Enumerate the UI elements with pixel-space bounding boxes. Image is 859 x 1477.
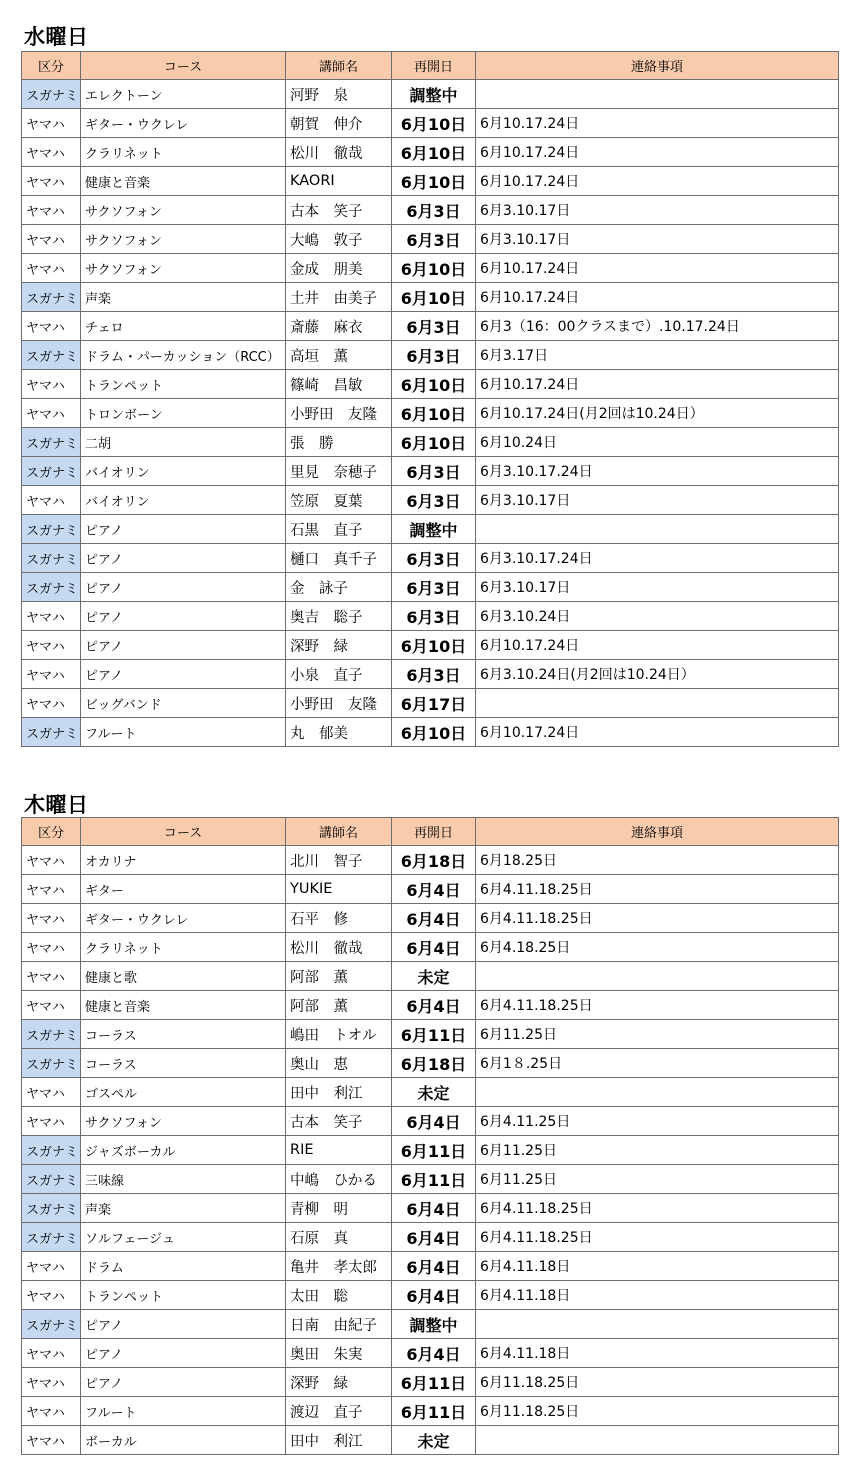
course-cell: チェロ — [81, 312, 286, 341]
teacher-cell: 金成 朋美 — [286, 254, 392, 283]
table-row — [22, 1310, 839, 1339]
table-row — [22, 1107, 839, 1136]
table-row — [22, 399, 839, 428]
table-row — [22, 904, 839, 933]
header-category: 区分 — [22, 52, 81, 80]
teacher-cell: 大嶋 敦子 — [286, 225, 392, 254]
notes-cell: 6月3.10.24日(月2回は10.24日） — [476, 660, 839, 689]
teacher-cell: 深野 緑 — [286, 1368, 392, 1397]
resume-date-cell: 6月4日 — [392, 875, 476, 904]
category-cell: ヤマハ — [22, 370, 81, 399]
category-cell: ヤマハ — [22, 933, 81, 962]
resume-date-cell: 6月10日 — [392, 370, 476, 399]
teacher-cell: 樋口 真千子 — [286, 544, 392, 573]
resume-date-cell: 6月4日 — [392, 1281, 476, 1310]
resume-date-cell: 6月10日 — [392, 283, 476, 312]
course-cell: ドラム・パーカッション（RCC） — [81, 341, 286, 370]
table-row — [22, 1165, 839, 1194]
table-row — [22, 660, 839, 689]
resume-date-cell: 6月3日 — [392, 486, 476, 515]
resume-date-cell: 6月3日 — [392, 573, 476, 602]
teacher-cell: 篠崎 昌敏 — [286, 370, 392, 399]
resume-date-cell: 6月4日 — [392, 1339, 476, 1368]
category-cell: ヤマハ — [22, 660, 81, 689]
course-cell: ピアノ — [81, 573, 286, 602]
notes-cell: 6月4.18.25日 — [476, 933, 839, 962]
resume-date-cell: 6月3日 — [392, 312, 476, 341]
table-row — [22, 846, 839, 875]
notes-cell: 6月11.18.25日 — [476, 1368, 839, 1397]
notes-cell: 6月18.25日 — [476, 846, 839, 875]
table-row — [22, 1368, 839, 1397]
notes-cell: 6月4.11.18.25日 — [476, 991, 839, 1020]
notes-cell: 6月1８.25日 — [476, 1049, 839, 1078]
notes-cell: 6月4.11.18.25日 — [476, 904, 839, 933]
teacher-cell: 小泉 直子 — [286, 660, 392, 689]
table-row — [22, 428, 839, 457]
resume-date-cell: 6月10日 — [392, 167, 476, 196]
teacher-cell: 北川 智子 — [286, 846, 392, 875]
resume-date-cell: 6月3日 — [392, 457, 476, 486]
category-cell: スガナミ — [22, 1310, 81, 1339]
category-cell: スガナミ — [22, 1049, 81, 1078]
category-cell: スガナミ — [22, 1194, 81, 1223]
teacher-cell: 太田 聡 — [286, 1281, 392, 1310]
notes-cell — [476, 962, 839, 991]
course-cell: バイオリン — [81, 486, 286, 515]
table-row — [22, 1426, 839, 1455]
course-cell: 健康と音楽 — [81, 991, 286, 1020]
teacher-cell: 中嶋 ひかる — [286, 1165, 392, 1194]
teacher-cell: KAORI — [286, 167, 392, 196]
resume-date-cell: 6月3日 — [392, 341, 476, 370]
notes-cell — [476, 1310, 839, 1339]
course-cell: ソルフェージュ — [81, 1223, 286, 1252]
table-row — [22, 631, 839, 660]
teacher-cell: 亀井 孝太郎 — [286, 1252, 392, 1281]
resume-date-cell: 6月3日 — [392, 196, 476, 225]
notes-cell — [476, 515, 839, 544]
teacher-cell: 石黒 直子 — [286, 515, 392, 544]
table-row — [22, 1049, 839, 1078]
table-row — [22, 991, 839, 1020]
resume-date-cell: 6月11日 — [392, 1136, 476, 1165]
course-cell: エレクトーン — [81, 80, 286, 109]
category-cell: スガナミ — [22, 515, 81, 544]
notes-cell: 6月4.11.18日 — [476, 1252, 839, 1281]
resume-date-cell: 6月11日 — [392, 1368, 476, 1397]
course-cell: ゴスペル — [81, 1078, 286, 1107]
notes-cell: 6月3.10.17日 — [476, 486, 839, 515]
resume-date-cell: 6月11日 — [392, 1165, 476, 1194]
teacher-cell: 笠原 夏葉 — [286, 486, 392, 515]
category-cell: ヤマハ — [22, 962, 81, 991]
table-row — [22, 1194, 839, 1223]
teacher-cell: 奥山 恵 — [286, 1049, 392, 1078]
teacher-cell: 石平 修 — [286, 904, 392, 933]
header-teacher: 講師名 — [286, 818, 392, 846]
notes-cell: 6月10.17.24日 — [476, 283, 839, 312]
notes-cell: 6月4.11.18.25日 — [476, 875, 839, 904]
teacher-cell: 阿部 薫 — [286, 962, 392, 991]
resume-date-cell: 6月10日 — [392, 718, 476, 747]
category-cell: ヤマハ — [22, 991, 81, 1020]
resume-date-cell: 未定 — [392, 962, 476, 991]
header-teacher: 講師名 — [286, 52, 392, 80]
table-row — [22, 312, 839, 341]
category-cell: ヤマハ — [22, 1078, 81, 1107]
teacher-cell: YUKIE — [286, 875, 392, 904]
category-cell: ヤマハ — [22, 602, 81, 631]
category-cell: スガナミ — [22, 544, 81, 573]
teacher-cell: 嶋田 トオル — [286, 1020, 392, 1049]
course-cell: トランペット — [81, 370, 286, 399]
teacher-cell: 小野田 友隆 — [286, 689, 392, 718]
notes-cell: 6月10.17.24日 — [476, 718, 839, 747]
category-cell: ヤマハ — [22, 225, 81, 254]
table-row — [22, 1136, 839, 1165]
resume-date-cell: 6月4日 — [392, 933, 476, 962]
category-cell: スガナミ — [22, 341, 81, 370]
notes-cell: 6月11.25日 — [476, 1165, 839, 1194]
teacher-cell: 古本 笑子 — [286, 1107, 392, 1136]
course-cell: ピアノ — [81, 631, 286, 660]
notes-cell: 6月4.11.25日 — [476, 1107, 839, 1136]
table-row — [22, 1252, 839, 1281]
notes-cell: 6月11.18.25日 — [476, 1397, 839, 1426]
table-row — [22, 370, 839, 399]
category-cell: ヤマハ — [22, 138, 81, 167]
table-row — [22, 933, 839, 962]
category-cell: スガナミ — [22, 1136, 81, 1165]
course-cell: ビッグバンド — [81, 689, 286, 718]
course-cell: オカリナ — [81, 846, 286, 875]
resume-date-cell: 6月3日 — [392, 225, 476, 254]
category-cell: ヤマハ — [22, 1252, 81, 1281]
resume-date-cell: 6月10日 — [392, 428, 476, 457]
header-resume-date: 再開日 — [392, 52, 476, 80]
teacher-cell: 斎藤 麻衣 — [286, 312, 392, 341]
course-cell: 三味線 — [81, 1165, 286, 1194]
resume-date-cell: 6月11日 — [392, 1020, 476, 1049]
resume-date-cell: 6月3日 — [392, 544, 476, 573]
resume-date-cell: 6月10日 — [392, 399, 476, 428]
category-cell: ヤマハ — [22, 631, 81, 660]
table-row — [22, 167, 839, 196]
teacher-cell: 金 詠子 — [286, 573, 392, 602]
table-row — [22, 962, 839, 991]
course-cell: クラリネット — [81, 933, 286, 962]
category-cell: ヤマハ — [22, 312, 81, 341]
notes-cell: 6月3.10.17.24日 — [476, 457, 839, 486]
notes-cell — [476, 1078, 839, 1107]
teacher-cell: 石原 真 — [286, 1223, 392, 1252]
header-resume-date: 再開日 — [392, 818, 476, 846]
course-cell: コーラス — [81, 1020, 286, 1049]
course-cell: フルート — [81, 718, 286, 747]
notes-cell: 6月3.10.17日 — [476, 573, 839, 602]
notes-cell: 6月4.11.18.25日 — [476, 1194, 839, 1223]
table-row — [22, 718, 839, 747]
table-row — [22, 1078, 839, 1107]
thursday-schedule-table — [21, 817, 839, 1455]
teacher-cell: 奥田 朱実 — [286, 1339, 392, 1368]
notes-cell: 6月11.25日 — [476, 1136, 839, 1165]
resume-date-cell: 6月10日 — [392, 631, 476, 660]
course-cell: ピアノ — [81, 515, 286, 544]
category-cell: ヤマハ — [22, 904, 81, 933]
resume-date-cell: 6月10日 — [392, 138, 476, 167]
table-row — [22, 1397, 839, 1426]
table-row — [22, 544, 839, 573]
notes-cell — [476, 1426, 839, 1455]
course-cell: サクソフォン — [81, 254, 286, 283]
teacher-cell: 小野田 友隆 — [286, 399, 392, 428]
teacher-cell: 渡辺 直子 — [286, 1397, 392, 1426]
teacher-cell: 深野 緑 — [286, 631, 392, 660]
category-cell: スガナミ — [22, 1223, 81, 1252]
resume-date-cell: 6月10日 — [392, 254, 476, 283]
table-row — [22, 457, 839, 486]
header-course: コース — [81, 818, 286, 846]
notes-cell: 6月3.10.17日 — [476, 196, 839, 225]
course-cell: 二胡 — [81, 428, 286, 457]
category-cell: ヤマハ — [22, 846, 81, 875]
notes-cell: 6月3（16：00クラスまで）.10.17.24日 — [476, 312, 839, 341]
resume-date-cell: 調整中 — [392, 1310, 476, 1339]
teacher-cell: 里見 奈穂子 — [286, 457, 392, 486]
teacher-cell: 高垣 薫 — [286, 341, 392, 370]
course-cell: トロンボーン — [81, 399, 286, 428]
resume-date-cell: 6月10日 — [392, 109, 476, 138]
header-notes: 連絡事項 — [476, 52, 839, 80]
teacher-cell: 丸 郁美 — [286, 718, 392, 747]
course-cell: ギター・ウクレレ — [81, 109, 286, 138]
category-cell: ヤマハ — [22, 399, 81, 428]
resume-date-cell: 6月4日 — [392, 991, 476, 1020]
table-row — [22, 515, 839, 544]
table-row — [22, 875, 839, 904]
teacher-cell: 阿部 薫 — [286, 991, 392, 1020]
course-cell: バイオリン — [81, 457, 286, 486]
wednesday-title: 水曜日 — [24, 25, 89, 49]
notes-cell — [476, 689, 839, 718]
resume-date-cell: 6月4日 — [392, 1252, 476, 1281]
category-cell: ヤマハ — [22, 167, 81, 196]
table-row — [22, 1020, 839, 1049]
teacher-cell: 奥吉 聡子 — [286, 602, 392, 631]
course-cell: サクソフォン — [81, 225, 286, 254]
resume-date-cell: 6月18日 — [392, 846, 476, 875]
notes-cell: 6月3.10.17.24日 — [476, 544, 839, 573]
category-cell: ヤマハ — [22, 689, 81, 718]
notes-cell: 6月10.17.24日 — [476, 167, 839, 196]
teacher-cell: 日南 由紀子 — [286, 1310, 392, 1339]
course-cell: クラリネット — [81, 138, 286, 167]
resume-date-cell: 未定 — [392, 1426, 476, 1455]
course-cell: トランペット — [81, 1281, 286, 1310]
resume-date-cell: 6月3日 — [392, 602, 476, 631]
table-row — [22, 1223, 839, 1252]
notes-cell: 6月3.17日 — [476, 341, 839, 370]
table-row — [22, 225, 839, 254]
notes-cell: 6月10.17.24日 — [476, 631, 839, 660]
teacher-cell: 青柳 明 — [286, 1194, 392, 1223]
table-row — [22, 196, 839, 225]
course-cell: ギター — [81, 875, 286, 904]
category-cell: ヤマハ — [22, 1107, 81, 1136]
notes-cell: 6月4.11.18日 — [476, 1281, 839, 1310]
notes-cell: 6月10.24日 — [476, 428, 839, 457]
resume-date-cell: 6月4日 — [392, 904, 476, 933]
notes-cell: 6月10.17.24日(月2回は10.24日） — [476, 399, 839, 428]
course-cell: コーラス — [81, 1049, 286, 1078]
course-cell: ピアノ — [81, 1368, 286, 1397]
table-row — [22, 1281, 839, 1310]
category-cell: ヤマハ — [22, 875, 81, 904]
teacher-cell: 松川 徹哉 — [286, 138, 392, 167]
course-cell: ピアノ — [81, 544, 286, 573]
header-category: 区分 — [22, 818, 81, 846]
category-cell: スガナミ — [22, 80, 81, 109]
table-row — [22, 573, 839, 602]
resume-date-cell: 調整中 — [392, 80, 476, 109]
category-cell: ヤマハ — [22, 486, 81, 515]
category-cell: スガナミ — [22, 718, 81, 747]
header-notes: 連絡事項 — [476, 818, 839, 846]
notes-cell: 6月3.10.17日 — [476, 225, 839, 254]
resume-date-cell: 未定 — [392, 1078, 476, 1107]
resume-date-cell: 6月4日 — [392, 1107, 476, 1136]
category-cell: ヤマハ — [22, 1281, 81, 1310]
notes-cell — [476, 80, 839, 109]
resume-date-cell: 調整中 — [392, 515, 476, 544]
table-row — [22, 254, 839, 283]
category-cell: ヤマハ — [22, 1368, 81, 1397]
table-header-row — [22, 818, 839, 846]
teacher-cell: 河野 泉 — [286, 80, 392, 109]
category-cell: ヤマハ — [22, 1339, 81, 1368]
teacher-cell: 古本 笑子 — [286, 196, 392, 225]
table-row — [22, 689, 839, 718]
teacher-cell: 張 勝 — [286, 428, 392, 457]
table-header-row — [22, 52, 839, 80]
course-cell: ピアノ — [81, 660, 286, 689]
header-course: コース — [81, 52, 286, 80]
course-cell: 健康と音楽 — [81, 167, 286, 196]
notes-cell: 6月10.17.24日 — [476, 370, 839, 399]
resume-date-cell: 6月11日 — [392, 1397, 476, 1426]
notes-cell: 6月3.10.24日 — [476, 602, 839, 631]
table-row — [22, 341, 839, 370]
course-cell: ピアノ — [81, 1339, 286, 1368]
course-cell: ジャズボーカル — [81, 1136, 286, 1165]
course-cell: ギター・ウクレレ — [81, 904, 286, 933]
table-row — [22, 109, 839, 138]
category-cell: スガナミ — [22, 428, 81, 457]
notes-cell: 6月11.25日 — [476, 1020, 839, 1049]
category-cell: ヤマハ — [22, 196, 81, 225]
notes-cell: 6月10.17.24日 — [476, 254, 839, 283]
teacher-cell: 田中 利江 — [286, 1078, 392, 1107]
course-cell: サクソフォン — [81, 196, 286, 225]
category-cell: スガナミ — [22, 573, 81, 602]
resume-date-cell: 6月17日 — [392, 689, 476, 718]
course-cell: ピアノ — [81, 1310, 286, 1339]
category-cell: ヤマハ — [22, 1397, 81, 1426]
teacher-cell: 松川 徹哉 — [286, 933, 392, 962]
category-cell: ヤマハ — [22, 254, 81, 283]
category-cell: ヤマハ — [22, 109, 81, 138]
category-cell: スガナミ — [22, 283, 81, 312]
thursday-title: 木曜日 — [24, 793, 89, 817]
course-cell: フルート — [81, 1397, 286, 1426]
category-cell: スガナミ — [22, 457, 81, 486]
resume-date-cell: 6月18日 — [392, 1049, 476, 1078]
notes-cell: 6月10.17.24日 — [476, 109, 839, 138]
teacher-cell: RIE — [286, 1136, 392, 1165]
notes-cell: 6月4.11.18日 — [476, 1339, 839, 1368]
course-cell: サクソフォン — [81, 1107, 286, 1136]
resume-date-cell: 6月4日 — [392, 1223, 476, 1252]
table-row — [22, 602, 839, 631]
table-row — [22, 1339, 839, 1368]
resume-date-cell: 6月4日 — [392, 1194, 476, 1223]
course-cell: 健康と歌 — [81, 962, 286, 991]
category-cell: スガナミ — [22, 1165, 81, 1194]
teacher-cell: 朝賀 伸介 — [286, 109, 392, 138]
category-cell: スガナミ — [22, 1020, 81, 1049]
category-cell: ヤマハ — [22, 1426, 81, 1455]
resume-date-cell: 6月3日 — [392, 660, 476, 689]
teacher-cell: 田中 利江 — [286, 1426, 392, 1455]
teacher-cell: 土井 由美子 — [286, 283, 392, 312]
table-row — [22, 283, 839, 312]
course-cell: ドラム — [81, 1252, 286, 1281]
notes-cell: 6月10.17.24日 — [476, 138, 839, 167]
course-cell: ピアノ — [81, 602, 286, 631]
table-row — [22, 138, 839, 167]
notes-cell: 6月4.11.18.25日 — [476, 1223, 839, 1252]
wednesday-schedule-table — [21, 51, 839, 747]
table-row — [22, 80, 839, 109]
course-cell: 声楽 — [81, 1194, 286, 1223]
course-cell: 声楽 — [81, 283, 286, 312]
table-row — [22, 486, 839, 515]
course-cell: ボーカル — [81, 1426, 286, 1455]
